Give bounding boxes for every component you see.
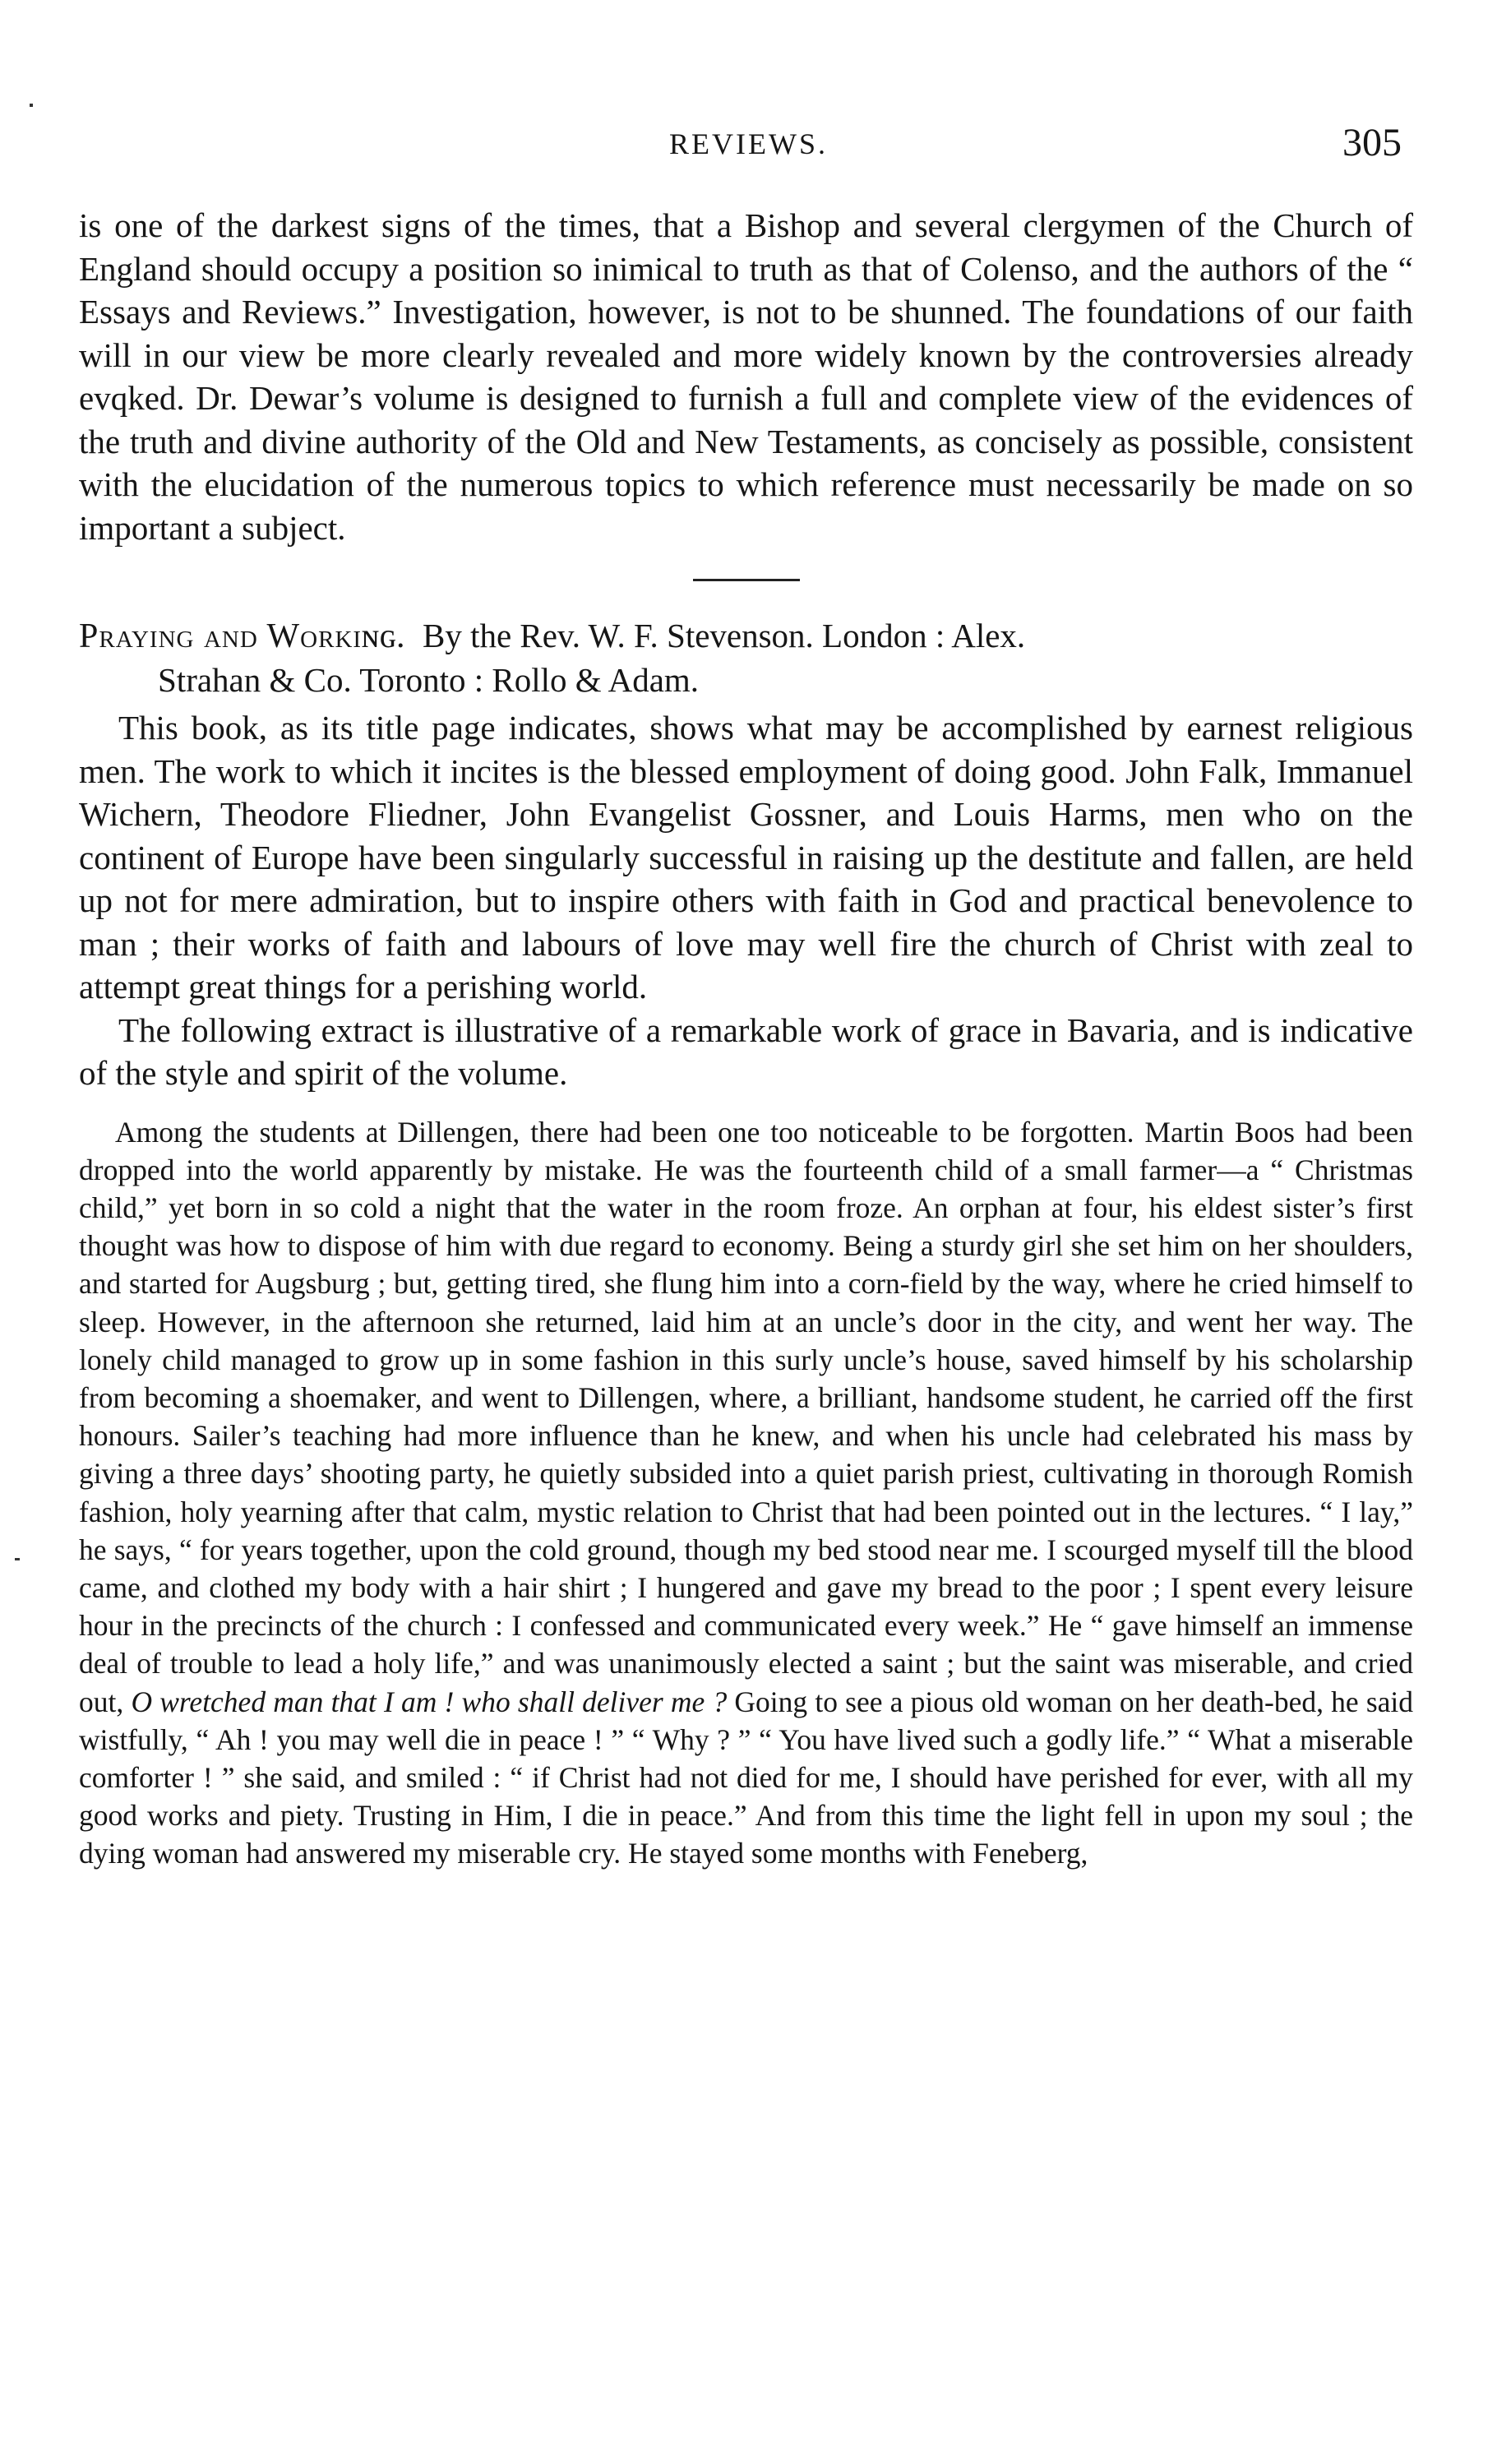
review-title: Praying and Workiɴɢ. <box>79 617 406 655</box>
extract-text: Among the students at Dillengen, there had been one too noticeable to be forgotten. Martin Boos had been dropped into the world apparently by mistake. He was the fourteenth child of a small farmer—a “ Christmas child,” yet born in so cold a night that the water in the room froze. An orphan at four, his eldest sister’s first thought was how to dispose of him with due regard to economy. Being a sturdy girl she set him on her shoulders, and started for Augsburg ; but, getting tired, she flung him into a corn-field by the way, where he cried himself to sleep. However, in the afternoon she returned, laid him at an uncle’s door in the city, and went her way. The lonely child managed to grow up in some fashion in this surly uncle’s house, saved himself by his scholarship from becoming a shoemaker, and went to Dillengen, where, a brilliant, handsome student, he carried off the first honours. Sailer’s teaching had more influence than he knew, and when his uncle had celebrated his mass by giving a three days’ shooting party, he quietly subsided into a quiet parish priest, cultivating in thorough Romish fashion, holy yearning after that calm, mystic relation to Christ that had been pointed out in the lectures. “ I lay,” he says, “ for years together, upon the cold ground, though my bed stood near me. I scourged myself till the blood came, and clothed my body with a hair shirt ; I hungered and gave my bread to the poor ; I spent every leisure hour in the precincts of the church : I confessed and communicated every week.” He “ gave himself an immense deal of trouble to lead a holy life,” and was unanimously elected a saint ; but the saint was miserable, and cried out, <box>79 1115 1413 1718</box>
margin-speck <box>30 104 33 107</box>
extract-italic-quote: O wretched man that I am ! who shall deliver me ? <box>131 1685 728 1718</box>
extract-text: Going to see a pious old woman on her death-bed, he said wistfully, “ Ah ! you may well die in peace ! ” “ Why ? ” “ You have lived such a godly life.” “ What a miserable comforter ! ” she said, and smiled : “ if Christ had not died for me, I should have perished for ever, with all my good works and piety. Trusting in Him, I die in peace.” And from this time the light fell in upon my soul ; the dying woman had answered my miserable cry. He stayed some months with Feneberg, <box>79 1685 1414 1870</box>
margin-speck <box>15 1558 20 1560</box>
review-publisher: Strahan & Co. Toronto : Rollo & Adam. <box>158 660 700 699</box>
review-heading-line1 <box>79 614 1413 659</box>
review-heading <box>79 614 1413 701</box>
review-byline: By the Rev. W. F. Stevenson. London : Alex. <box>422 617 1026 654</box>
review-paragraph: This book, as its title page indicates, shows what may be accomplished by earnest religious men. The work to which it incites is the blessed employment of doing good. John Falk, Immanuel Wichern, Theodore Fliedner, John Evangelist Gossner, and Louis Harms, men who on the continent of Europe have been singularly successful in raising up the destitute and fallen, are held up not for mere admiration, but to inspire others with faith in God and practical benevolence to man ; their works of faith and labours of love may well fire the church of Christ with zeal to attempt great things for a perishing world. <box>79 709 1413 1005</box>
extract-paragraph <box>79 1113 1413 1873</box>
running-head: REVIEWS. <box>669 127 828 160</box>
page-header <box>79 123 1418 173</box>
page-body <box>79 204 1413 1873</box>
page-number: 305 <box>1342 121 1402 164</box>
continuation-paragraph: is one of the darkest signs of the times, that a Bishop and several clergymen of the Church of England should occupy a position so inimical to truth as that of Colenso, and the authors of the “ Essays and Reviews.” Investigation, however, is not to be shunned. The foundations of our faith will in our view be more clearly revealed and more widely known by the controversies already evqked. Dr. Dewar’s volume is designed to furnish a full and complete view of the evidences of the truth and divine authority of the Old and New Testaments, as concisely as possible, consistent with the elucidation of the numerous topics to which reference must necessarily be made on so important a subject. <box>79 206 1413 547</box>
review-paragraph: The following extract is illustrative of a remarkable work of grace in Bavaria, and is indicative of the style and spirit of the volume. <box>79 1010 1413 1092</box>
section-divider <box>693 579 800 581</box>
